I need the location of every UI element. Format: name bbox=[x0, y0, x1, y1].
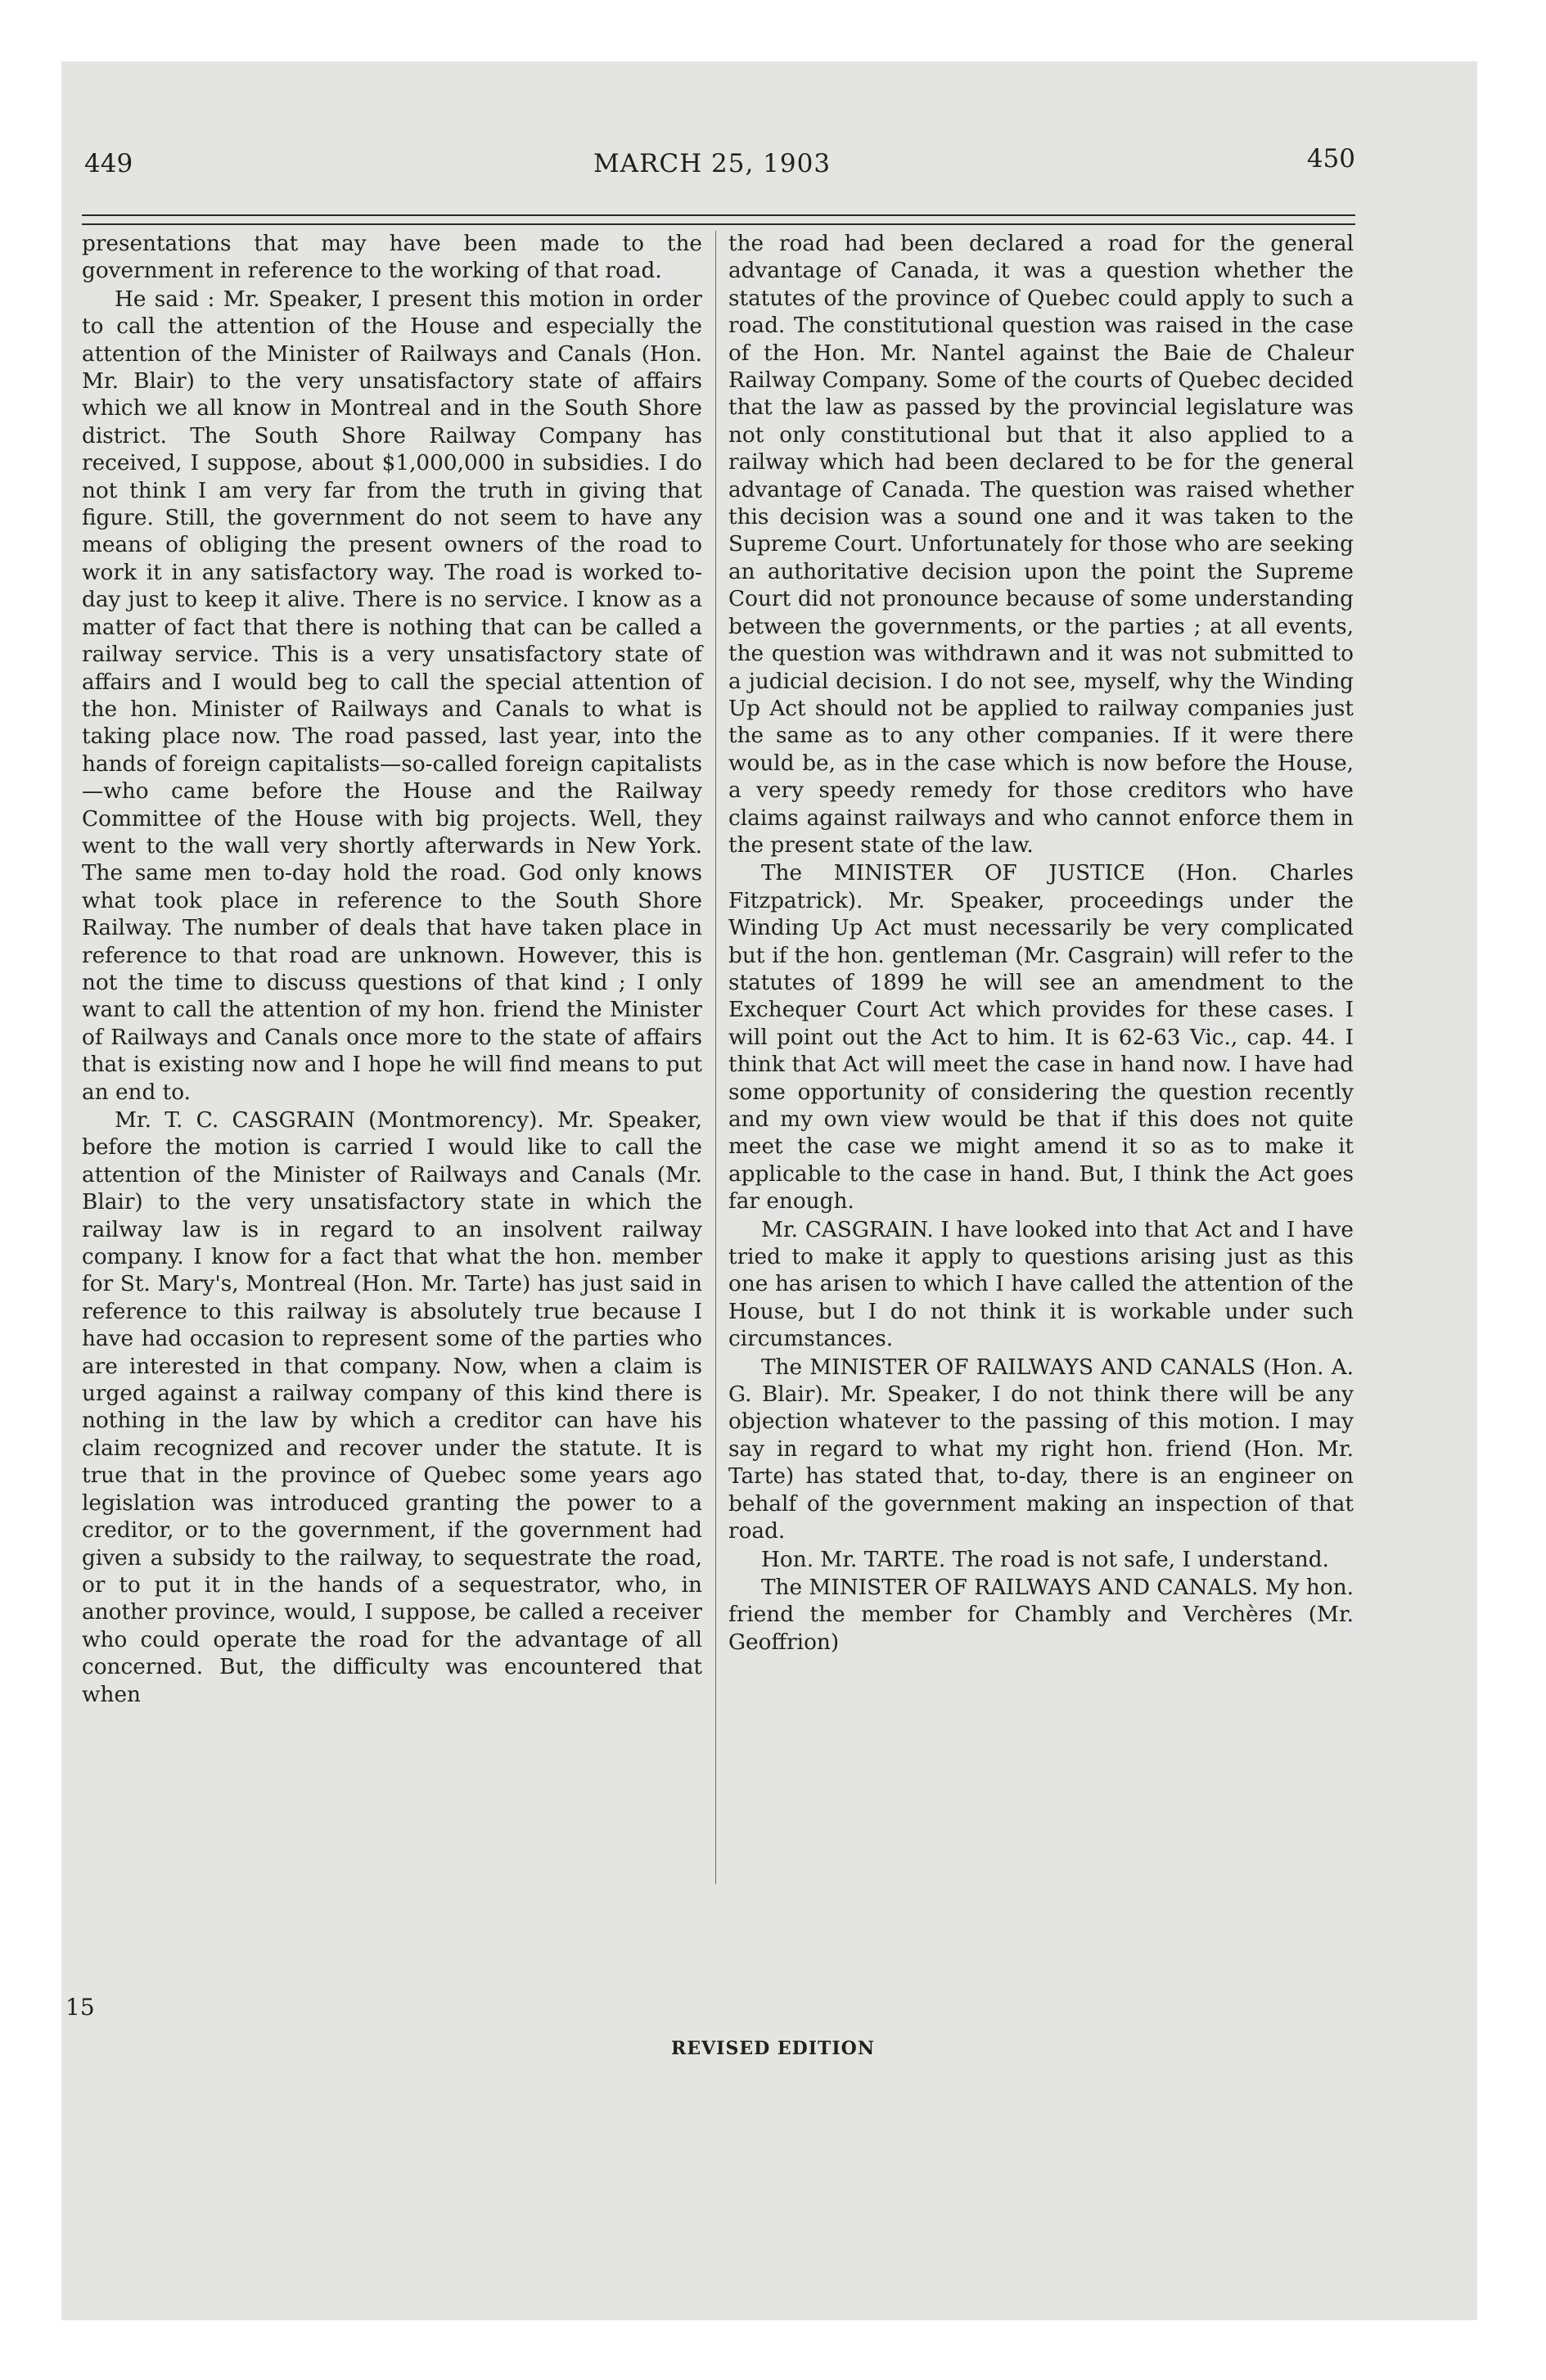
paragraph: He said : Mr. Speaker, I present this motion in order to call the attention of the House and especially the attention of the Minister of Railways and Canals (Hon. Mr. Blair) to the very unsatisfactory state of affairs which we all know in Montreal and in the South Shore district. The South Shore Railway Company has received, I suppose, about $1,000,000 in subsidies. I do not think I am very far from the truth in giving that figure. Still, the government do not seem to have any means of obliging the present owners of the road to work it in any satisfactory way. The road is worked to-day just to keep it alive. There is no service. I know as a matter of fact that there is nothing that can be called a railway service. This is a very unsatisfactory state of affairs and I would beg to call the special attention of the hon. Minister of Railways and Canals to what is taking place now. The road passed, last year, into the hands of foreign capitalists—so-called foreign capitalists—who came before the House and the Railway Committee of the House with big projects. Well, they went to the wall very shortly afterwards in New York. The same men to-day hold the road. God only knows what took place in reference to the South Shore Railway. The number of deals that have taken place in reference to that road are unknown. However, this is not the time to discuss questions of that kind ; I only want to call the attention of my hon. friend the Minister of Railways and Canals once more to the state of affairs that is existing now and I hope he will find means to put an end to. bbox=[82, 286, 702, 1105]
left-column bbox=[82, 231, 702, 1710]
paragraph: the road had been declared a road for the general advantage of Canada, it was a question whether the statutes of the province of Quebec could apply to such a road. The constitutional question was raised in the case of the Hon. Mr. Nantel against the Baie de Chaleur Railway Company. Some of the courts of Quebec decided that the law as passed by the provincial legislature was not only constitutional but that it also applied to a railway which had been declared to be for the general advantage of Canada. The question was raised whether this decision was a sound one and it was taken to the Supreme Court. Unfortunately for those who are seeking an authoritative decision upon the point the Supreme Court did not pronounce because of some understanding between the governments, or the parties ; at all events, the question was withdrawn and it was not submitted to a judicial decision. I do not see, myself, why the Winding Up Act should not be applied to railway companies just the same as to any other companies. If it were there would be, as in the case which is now before the House, a very speedy remedy for those creditors who have claims against railways and who cannot enforce them in the present state of the law. bbox=[728, 232, 1354, 858]
text-columns bbox=[82, 231, 1355, 2040]
edition-label: REVISED EDITION bbox=[671, 2038, 875, 2059]
paragraph: The MINISTER OF RAILWAYS AND CANALS (Hon. A. G. Blair). Mr. Speaker, I do not think there will be any objection whatever to the passing of this motion. I may say in regard to what my right hon. friend (Hon. Mr. Tarte) has stated that, to-day, there is an engineer on behalf of the government making an inspection of that road. bbox=[728, 1355, 1354, 1544]
right-column bbox=[728, 231, 1354, 1657]
page-date-title: MARCH 25, 1903 bbox=[593, 149, 832, 178]
paragraph: Mr. CASGRAIN. I have looked into that Act and I have tried to make it apply to questions arising just as this one has arisen to which I have called the attention of the House, but I do not think it is workable under such circumstances. bbox=[728, 1217, 1354, 1352]
signature-number: 15 bbox=[65, 1994, 95, 2021]
paragraph: The MINISTER OF RAILWAYS AND CANALS. My hon. friend the member for Chambly and Verchères (Mr. Geoffrion) bbox=[728, 1575, 1354, 1655]
column-divider bbox=[715, 231, 716, 1884]
document-page bbox=[82, 144, 1355, 1707]
paragraph: Hon. Mr. TARTE. The road is not safe, I understand. bbox=[761, 1547, 1329, 1572]
page-number-left: 449 bbox=[84, 149, 133, 178]
page-header bbox=[82, 144, 1355, 185]
page-number-right: 450 bbox=[1306, 144, 1355, 174]
header-double-rule bbox=[82, 214, 1355, 225]
paragraph: The MINISTER OF JUSTICE (Hon. Charles Fitzpatrick). Mr. Speaker, proceedings under the Winding Up Act must necessarily be very complicated but if the hon. gentleman (Mr. Casgrain) will refer to the statutes of 1899 he will see an amendment to the Exchequer Court Act which provides for these cases. I will point out the Act to him. It is 62-63 Vic., cap. 44. I think that Act will meet the case in hand now. I have had some opportunity of considering the question recently and my own view would be that if this does not quite meet the case we might amend it so as to make it applicable to the case in hand. But, I think the Act goes far enough. bbox=[728, 861, 1354, 1215]
paragraph: Mr. T. C. CASGRAIN (Montmorency). Mr. Speaker, before the motion is carried I would like to call the attention of the Minister of Railways and Canals (Mr. Blair) to the very unsatisfactory state in which the railway law is in regard to an insolvent railway company. I know for a fact that what the hon. member for St. Mary's, Montreal (Hon. Mr. Tarte) has just said in reference to this railway is absolutely true because I have had occasion to represent some of the parties who are interested in that company. Now, when a claim is urged against a railway company of this kind there is nothing in the law by which a creditor can have his claim recognized and recover under the statute. It is true that in the province of Quebec some years ago legislation was introduced granting the power to a creditor, or to the government, if the government had given a subsidy to the railway, to sequestrate the road, or to put it in the hands of a sequestrator, who, in another province, would, I suppose, be called a receiver who could operate the road for the advantage of all concerned. But, the difficulty was encountered that when bbox=[82, 1108, 702, 1707]
paragraph: presentations that may have been made to the government in reference to the working of that road. bbox=[82, 232, 702, 284]
